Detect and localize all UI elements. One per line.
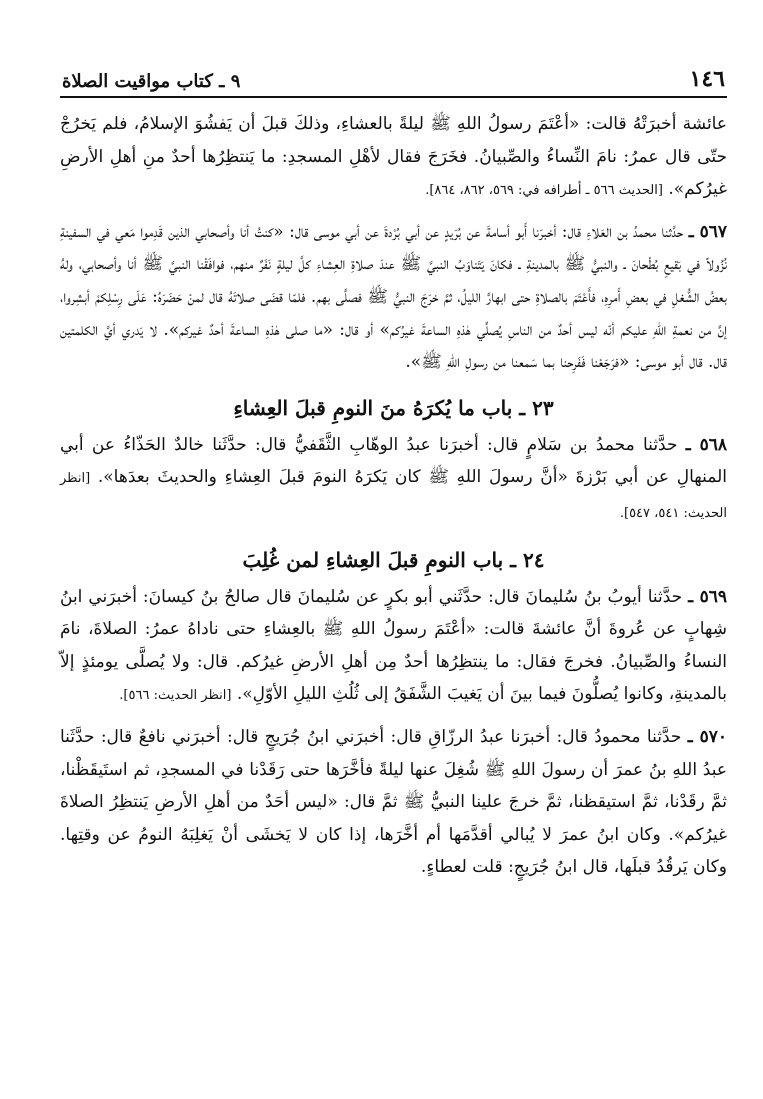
hadith-reference: [انظر الحديث: ٥٦٦]. — [119, 688, 232, 704]
page-header — [60, 58, 727, 98]
hadith-568 — [60, 429, 727, 531]
book-page — [60, 58, 727, 884]
page-number: ١٤٦ — [689, 66, 725, 92]
hadith-number: ٥٧٠ ـ — [687, 726, 727, 747]
hadith-text: حدَّثنا محمدُ بن سَلامٍ قال: أخبرَنا عبدُ الوهّابِ الثَّقَفيُّ قال: حدَّثَنا خالدٌ الحَذّاءُ عن أبي المنهالِ عن أبي بَرْزةَ «أنَّ رسولَ اللهِ ﷺ كان يَكرَهُ النومَ قبلَ العِشاءِ والحديثَ بعدَها». — [60, 434, 727, 488]
hadith-text: حدَّثنا أيوبُ بنُ سُليمانَ قال: حدَّثَني أبو بكرٍ عن سُليمانَ قال صالحُ بنُ كيسانَ: أخبرَني ابنُ شِهابٍ عن عُروةَ أنَّ عائشةَ قالت: «أعْتَمَ رسولُ اللهِ ﷺ بالعِشاءِ حتى ناداهُ عمرُ: الصلاةَ، نامَ النساءُ والصِّبيانُ. فخرجَ فقال: ما ينتظِرُها أحدٌ مِن أهلِ الأرضِ غيرُكم. قال: ولا يُصلَّى يومئذٍ إلاّ بالمدينةِ، وكانوا يُصلُّونَ فيما بينَ أن يَغيبَ الشَّفَقُ إلى ثُلُثِ الليلِ الأوّلِ». — [60, 586, 727, 705]
hadith-567 — [60, 216, 727, 379]
hadith-reference: [انظر الحديث: ٥٤١، ٥٤٧]. — [60, 471, 727, 521]
hadith-570 — [60, 721, 727, 884]
hadith-number: ٥٦٨ ـ — [685, 434, 728, 455]
hadith-text: حدَّثنا محمودُ قال: أخبرَنا عبدُ الرزّاقِ قال: أخبرَني ابنُ جُرَيجٍ قال: أخبرَني نافعٌ قال: حدَّثَنا عبدُ اللهِ بنُ عمرَ أن رسولَ اللهِ ﷺ شُغِلَ عنها ليلةً فأخَّرَها حتى رَقَدْنا في المسجدِ، ثم استَيقَظْنا، ثمَّ رقَدْنا، ثمَّ استيقظنا، ثمَّ خرجَ علينا النبيُّ ﷺ ثمَّ قال: «ليس أحَدٌ من أهلِ الأرضِ يَنتظِرُ الصلاةَ غيرُكم». وكان ابنُ عمرَ لا يُبالي أقدَّمَها أم أخَّرَها، إذا كان لا يَخشَى أنْ يَغلِبَهُ النومُ عن وقتِها. وكان يَرقُدُ قبلَها، قال ابنُ جُرَيجٍ: قلت لعطاءٍ. — [60, 726, 727, 878]
hadith-text: حدَّثنا محمدُ بن العَلاءِ قال: أخبرَنا أَبو أسامةَ عن بُرَيدٍ عن أبي بُرْدةَ عن أبي موسى قال: «كنتُ أنا وأصحابي الذين قَدِموا مَعي في السفينةِ نُزُولاً في بَقيعِ بُطْحانَ ـ والنبيُّ ﷺ بالمدينةِ ـ فكانَ يَتَناوَبُ النبيَّ ﷺ عندَ صلاةِ العِشاءِ كلَّ ليلةٍ نَفَرٌ منهم، فوافَقْنا النبيَّ ﷺ أنا وأصحابي، ولهُ بعضُ الشُّغلِ في بعضِ أَمرِهِ، فأَعْتَمَ بالصلاةِ حتى ابهارَّ الليلُ، ثمَّ خرَجَ النبيُّ ﷺ فصلَّى بهم. فلمّا قضَى صلاتَهُ قال لمنْ حَضَرَهُ: عَلَى رِسْلِكمْ أبشِروا، إنَّ من نعمةِ اللهِ عليكم أنّه ليس أحدٌ من الناسِ يُصلِّي هٰذهِ الساعةَ غيرُكم» أو قال: «ما صلى هٰذهِ الساعةَ أحدٌ غيركم». لا يَدري أيَّ الكلمتين قال. قال أبو موسى: «فرَجَعْنا فَفَرِحنا بما سَمعنا من رسولِ اللهِ ﷺ». — [60, 221, 727, 373]
hadith-569 — [60, 581, 727, 713]
running-title: ٩ ـ كتاب مواقيت الصلاة — [62, 71, 241, 92]
hadith-reference: [الحديث ٥٦٦ ـ أطرافه في: ٥٦٩، ٨٦٢، ٨٦٤]. — [425, 183, 663, 199]
hadith-text: عائشة أخبرَتْهُ قالت: «أعْتَمَ رسولُ اللهِ ﷺ ليلةً بالعشاءِ، وذلكَ قبلَ أن يَفشُوَ الإسلامُ، فلم يَخرُجْ حتّى قال عمرُ: نامَ النِّساءُ والصِّبيانُ. فخَرَجَ فقال لأهْلِ المسجدِ: ما يَنتظِرُها أحدٌ منِ أهلِ الأرضِ غيرُكم». — [60, 114, 727, 200]
chapter-heading-24: ٢٤ ـ باب النومِ قبلَ العِشاءِ لمن غُلِبَ — [242, 547, 545, 572]
hadith-566-continuation — [60, 108, 727, 208]
hadith-number: ٥٦٩ ـ — [688, 586, 727, 607]
hadith-number: ٥٦٧ ـ — [688, 221, 727, 242]
chapter-heading-23: ٢٣ ـ باب ما يُكرَهُ منَ النومِ قبلَ العِشاءِ — [233, 395, 554, 420]
